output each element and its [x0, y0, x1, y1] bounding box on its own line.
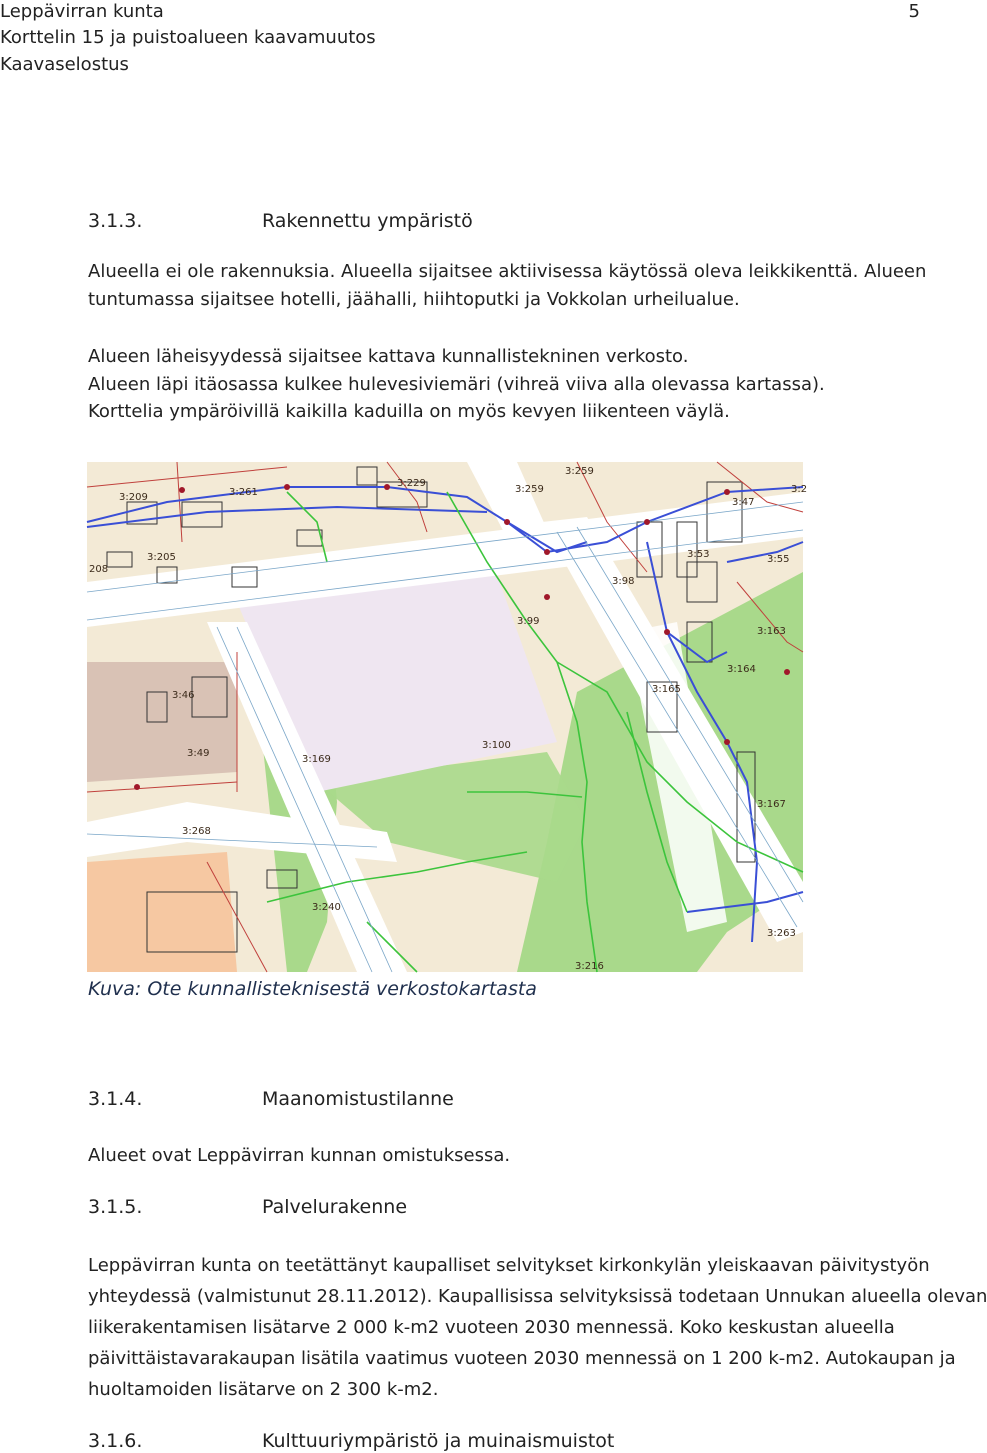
header-plan-name: Korttelin 15 ja puistoalueen kaavamuutos	[0, 27, 376, 48]
svg-text:3:205: 3:205	[147, 552, 176, 563]
text-line: tuntumassa sijaitsee hotelli, jäähalli, hiihtoputki ja Vokkolan urheilualue.	[88, 288, 740, 310]
paragraph	[88, 343, 825, 426]
svg-text:3:46: 3:46	[172, 690, 195, 701]
svg-text:3:268: 3:268	[182, 826, 211, 837]
header-municipality: Leppävirran kunta	[0, 1, 164, 22]
section-title: Rakennettu ympäristö	[262, 210, 473, 232]
svg-text:3:47: 3:47	[732, 497, 755, 508]
svg-text:3:209: 3:209	[119, 492, 148, 503]
svg-text:3:55: 3:55	[767, 554, 790, 565]
svg-text:3:261: 3:261	[229, 487, 258, 498]
text-line: Alueella ei ole rakennuksia. Alueella sijaitsee aktiivisessa käytössä oleva leikkikenttä. Alueen	[88, 261, 927, 282]
svg-text:3:53: 3:53	[687, 549, 710, 560]
svg-text:3:240: 3:240	[312, 902, 341, 913]
section-number: 3.1.5.	[88, 1196, 143, 1218]
svg-text:3:99: 3:99	[517, 616, 540, 627]
text-line: Korttelia ympäröivillä kaikilla kaduilla on myös kevyen liikenteen väylä.	[88, 401, 730, 422]
svg-text:3:167: 3:167	[757, 799, 786, 810]
text-line: Alueen läpi itäosassa kulkee hulevesiviemäri (vihreä viiva alla olevassa kartassa).	[88, 373, 825, 395]
svg-text:3:165: 3:165	[652, 684, 681, 695]
text-line: yhteydessä (valmistunut 28.11.2012). Kaupallisissa selvityksissä todetaan Unnukan alueella olevan	[88, 1286, 987, 1307]
utility-network-map	[87, 462, 808, 972]
section-number: 3.1.3.	[88, 210, 143, 232]
section-number: 3.1.6.	[88, 1430, 143, 1452]
figure-caption: Kuva: Ote kunnallisteknisestä verkostokartasta	[88, 978, 537, 1000]
section-title: Kulttuuriympäristö ja muinaismuistot	[262, 1430, 615, 1452]
text-line: Alueen läheisyydessä sijaitsee kattava kunnallistekninen verkosto.	[88, 346, 689, 367]
text-line: huoltamoiden lisätarve on 2 300 k-m2.	[88, 1379, 439, 1400]
section-number: 3.1.4.	[88, 1088, 143, 1110]
svg-text:3:49: 3:49	[187, 748, 210, 759]
paragraph	[88, 258, 926, 313]
paragraph	[88, 1250, 987, 1405]
section-title: Maanomistustilanne	[262, 1088, 454, 1110]
svg-text:3:259: 3:259	[565, 466, 594, 477]
paragraph	[88, 1142, 510, 1170]
svg-text:3:259: 3:259	[515, 484, 544, 495]
svg-text:3:164: 3:164	[727, 664, 756, 675]
page-number: 5	[908, 1, 920, 22]
header-doc-type: Kaavaselostus	[0, 54, 129, 75]
svg-text:3:263: 3:263	[767, 928, 796, 939]
svg-text:3:100: 3:100	[482, 740, 511, 751]
svg-text:3:163: 3:163	[757, 626, 786, 637]
svg-text:3:2: 3:2	[791, 484, 808, 495]
text-line: Alueet ovat Leppävirran kunnan omistuksessa.	[88, 1145, 511, 1166]
section-title: Palvelurakenne	[262, 1196, 408, 1218]
svg-text:3:169: 3:169	[302, 754, 331, 765]
text-line: Leppävirran kunta on teetättänyt kaupalliset selvitykset kirkonkylän yleiskaavan päivitystyön	[88, 1255, 930, 1276]
text-line: liikerakentamisen lisätarve 2 000 k-m2 vuoteen 2030 mennessä. Koko keskustan alueella	[88, 1317, 895, 1338]
svg-text:3:98: 3:98	[612, 576, 635, 587]
svg-text:3:229: 3:229	[397, 478, 426, 489]
svg-text:3:216: 3:216	[575, 961, 604, 972]
text-line: päivittäistavarakaupan lisätila vaatimus vuoteen 2030 mennessä on 1 200 k-m2. Autokaupan ja	[88, 1348, 956, 1369]
svg-text:208: 208	[89, 564, 109, 575]
